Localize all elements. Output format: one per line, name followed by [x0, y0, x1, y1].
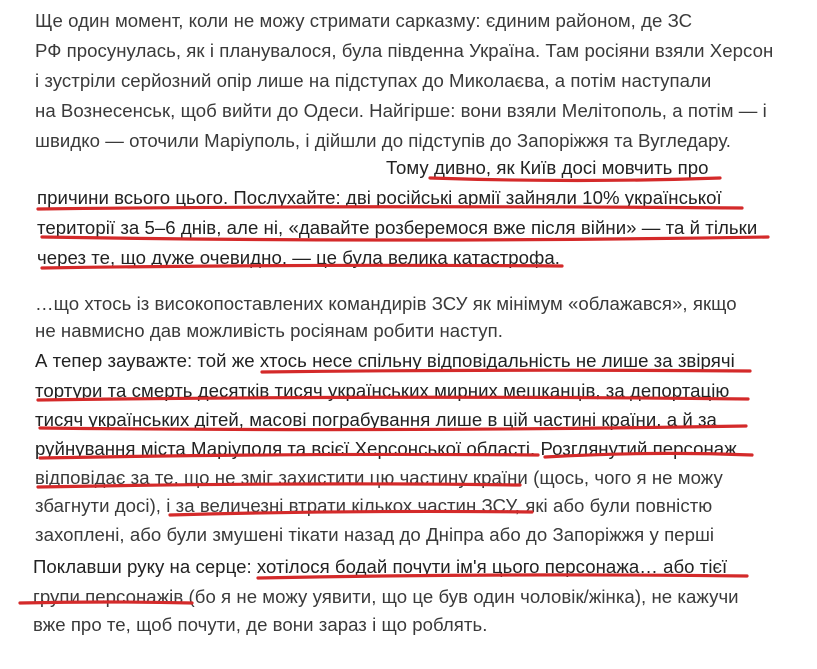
paragraph-3-line-1: …що хтось із високопоставлених командирів ЗСУ як мінімум «облажався», якщо	[35, 293, 737, 314]
paragraph-2-line-2: причини всього цього. Послухайте: дві російські армії зайняли 10% української	[37, 187, 722, 208]
paragraph-4-line-6: збагнути досі), і за величезні втрати кількох частин ЗСУ, які або були повністю	[35, 495, 713, 516]
paragraph-2-line-4: через те, що дуже очевидно, — це була велика катастрофа.	[37, 247, 560, 268]
paragraph-2-line-3: території за 5–6 днів, але ні, «давайте розберемося вже після війни» — та й тільки	[37, 217, 758, 238]
paragraph-1-line-3: і зустріли серйозний опір лише на підступах до Миколаєва, а потім наступали	[35, 70, 712, 91]
paragraph-1-line-1: Ще один момент, коли не можу стримати сарказму: єдиним районом, де ЗС	[35, 10, 693, 31]
paragraph-3-line-2: не навмисно дав можливість росіянам робити наступ.	[35, 320, 503, 341]
paragraph-4-line-1: А тепер зауважте: той же хтось несе спільну відповідальність не лише за звірячі	[35, 350, 735, 371]
paragraph-4-line-4: руйнування міста Маріуполя та всієї Херсонської області. Розглянутий персонаж	[35, 438, 737, 459]
paragraph-5-line-2: групи персонажів (бо я не можу уявити, що це був один чоловік/жінка), не кажучи	[33, 586, 739, 607]
paragraph-5-line-1: Поклавши руку на серце: хотілося бодай почути ім'я цього персонажа… або тієї	[33, 556, 728, 577]
paragraph-4-line-5: відповідає за те, що не зміг захистити цю частину країни (щось, чого я не можу	[35, 467, 723, 488]
paragraph-4-line-3: тисяч українських дітей, масові пограбування лише в цій частині країни, а й за	[35, 409, 717, 430]
paragraph-4-line-7: захоплені, або були змушені тікати назад до Дніпра або до Запоріжжя у перші	[35, 524, 715, 545]
paragraph-1-line-5: швидко — оточили Маріуполь, і дійшли до підступів до Запоріжжя та Вугледару.	[35, 130, 732, 151]
paragraph-1-line-4: на Вознесенськ, щоб вийти до Одеси. Найгірше: вони взяли Мелітополь, а потім — і	[35, 100, 767, 121]
paragraph-5-line-3: вже про те, щоб почути, де вони зараз і що роблять.	[33, 614, 488, 635]
paragraph-2-line-1: Тому дивно, як Київ досі мовчить про	[386, 157, 709, 178]
paragraph-4-line-2: тортури та смерть десятків тисяч українських мирних мешканців, за депортацію	[35, 380, 730, 401]
paragraph-1-line-2: РФ просунулась, як і планувалося, була південна Україна. Там росіяни взяли Херсон	[35, 40, 774, 61]
